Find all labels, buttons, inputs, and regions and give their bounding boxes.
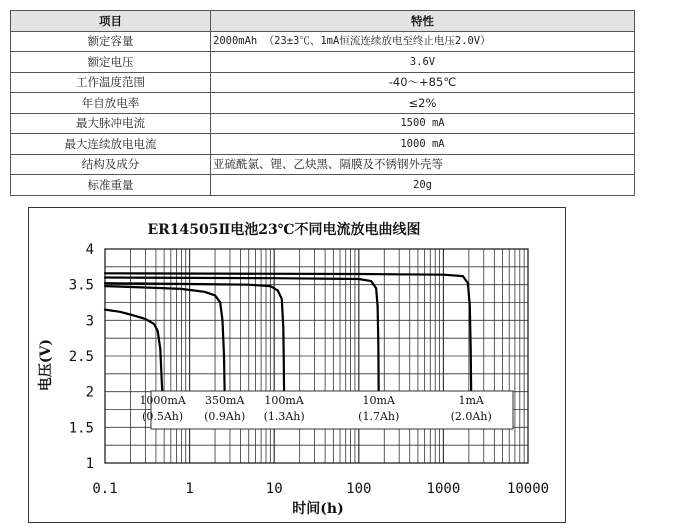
row-label: 额定容量 bbox=[11, 31, 211, 52]
header-item: 项目 bbox=[11, 11, 211, 32]
curve-current-label: 100mA bbox=[264, 394, 304, 407]
discharge-curve bbox=[105, 310, 163, 396]
table-row bbox=[11, 72, 635, 93]
y-tick-label: 3 bbox=[85, 313, 94, 330]
row-value: -40～+85℃ bbox=[211, 72, 635, 93]
curve-current-label: 350mA bbox=[205, 394, 245, 407]
curve-capacity-label: (0.9Ah) bbox=[204, 410, 246, 423]
row-label: 额定电压 bbox=[11, 52, 211, 73]
row-value: ≤2% bbox=[211, 93, 635, 114]
spec-table bbox=[10, 10, 635, 196]
row-value: 1500 mA bbox=[211, 113, 635, 134]
row-value: 2000mAh （23±3℃、1mA恒流连续放电至终止电压2.0V） bbox=[211, 31, 635, 52]
x-tick-label: 10 bbox=[265, 481, 283, 497]
chart-title: ER14505Ⅱ电池23℃不同电流放电曲线图 bbox=[147, 222, 421, 238]
y-tick-label: 2.5 bbox=[68, 349, 94, 365]
x-tick-labels bbox=[92, 481, 549, 497]
chart-grid bbox=[105, 249, 528, 463]
table-header-row bbox=[11, 11, 635, 32]
y-tick-labels bbox=[69, 242, 94, 472]
table-row bbox=[11, 154, 635, 175]
curve-capacity-label: (2.0Ah) bbox=[450, 410, 492, 423]
y-tick-label: 1.5 bbox=[68, 420, 94, 437]
x-tick-label: 10000 bbox=[506, 481, 550, 497]
curve-capacity-label: (0.5Ah) bbox=[142, 410, 184, 423]
discharge-curve bbox=[105, 283, 284, 395]
discharge-curve bbox=[105, 278, 379, 396]
header-property: 特性 bbox=[211, 11, 635, 32]
row-value: 1000 mA bbox=[211, 134, 635, 155]
row-value: 亚硫酰氯、锂、乙炔黑、隔膜及不锈钢外壳等 bbox=[211, 154, 635, 175]
table-row bbox=[11, 175, 635, 196]
y-tick-label: 2 bbox=[85, 384, 94, 401]
row-value: 3.6V bbox=[211, 52, 635, 73]
row-label: 工作温度范围 bbox=[11, 72, 211, 93]
x-tick-label: 100 bbox=[346, 481, 372, 497]
y-axis-title: 电压(V) bbox=[38, 338, 54, 392]
table-row bbox=[11, 52, 635, 73]
discharge-chart bbox=[28, 207, 566, 523]
y-tick-label: 4 bbox=[85, 242, 94, 258]
row-label: 最大连续放电电流 bbox=[11, 134, 211, 155]
x-tick-label: 1000 bbox=[426, 481, 461, 497]
curve-current-label: 1000mA bbox=[139, 394, 186, 407]
discharge-curves bbox=[105, 273, 471, 395]
table-row bbox=[11, 113, 635, 134]
table-row bbox=[11, 93, 635, 114]
x-tick-label: 1 bbox=[185, 481, 194, 497]
y-tick-label: 3.5 bbox=[68, 277, 94, 294]
row-label: 最大脉冲电流 bbox=[11, 113, 211, 134]
row-label: 年自放电率 bbox=[11, 93, 211, 114]
x-tick-label: 0.1 bbox=[92, 481, 118, 497]
y-tick-label: 1 bbox=[85, 456, 94, 472]
curve-current-label: 10mA bbox=[362, 394, 395, 407]
curve-capacity-label: (1.7Ah) bbox=[358, 410, 400, 423]
table-row bbox=[11, 31, 635, 52]
row-value: 20g bbox=[211, 175, 635, 196]
curve-capacity-label: (1.3Ah) bbox=[263, 410, 305, 423]
row-label: 结构及成分 bbox=[11, 154, 211, 175]
discharge-curve bbox=[105, 273, 471, 395]
row-label: 标准重量 bbox=[11, 175, 211, 196]
table-row bbox=[11, 134, 635, 155]
curve-labels bbox=[139, 391, 513, 429]
curve-current-label: 1mA bbox=[458, 394, 484, 407]
x-axis-title: 时间(h) bbox=[292, 501, 344, 517]
